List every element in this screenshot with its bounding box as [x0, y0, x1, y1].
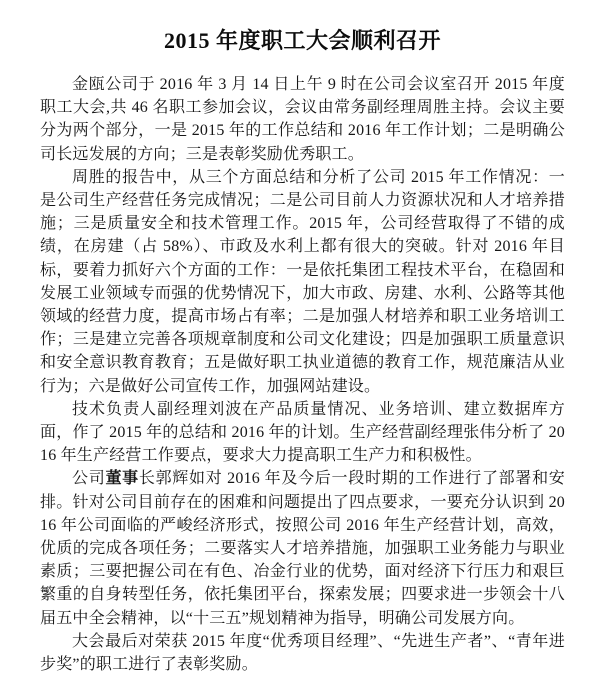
paragraph-chairman-remarks [40, 467, 565, 629]
document-title: 2015 年度职工大会顺利召开 [163, 28, 441, 53]
paragraph-chairman-bold-term: 董事 [105, 470, 139, 488]
paragraph-chairman-prefix: 公司 [72, 470, 106, 488]
paragraph-meeting-overview: 金瓯公司于 2016 年 3 月 14 日上午 9 时在公司会议室召开 2015 年度职工大会,共 46 名职工参加会议，会议由常务副经理周胜主持。会议主要分为两个部分，一是 2015 年的工作总结和 2016 年工作计划；二是明确公司长远发展的方向；三是表彰奖励优秀职工。 [40, 76, 565, 163]
paragraph-chairman-rest: 长郭辉如对 2016 年及今后一段时期的工作进行了部署和安排。针对公司目前存在的困难和问题提出了四点要求，一要充分认识到 2016 年公司面临的严峻经济形式，按照公司 2016 年生产经营计划，高效，优质的完成各项任务；二要落实人才培养措施，加强职工业务能力与职业素质；三要把握公司在有色、冶金行业的优势，面对经济下行压力和艰巨繁重的自身转型任务，依托集团平台，探索发展；四要求进一步领会十八届五中全会精神，以“十三五”规划精神为指导，明确公司发展方向。 [40, 470, 565, 627]
paragraph-zhousheng-report: 周胜的报告中，从三个方面总结和分析了公司 2015 年工作情况：一是公司生产经营任务完成情况；二是公司目前人力资源状况和人才培养措施；三是质量安全和技术管理工作。2015 年，公司经营取得了不错的成绩，在房建（占 58%）、市政及水利上都有很大的突破。针对 2016 年目标，要着力抓好六个方面的工作：一是依托集团工程技术平台，在稳固和发展工业领域专而强的优势情况下，加大市政、房建、水利、公路等其他领域的经营力度，提高市场占有率；二是加强人材培养和职工业务培训工作；三是建立完善各项规章制度和公司文化建设；四是加强职工质量意识和安全意识教育教育；五是做好职工执业道德的教育工作，规范廉洁从业行为；六是做好公司宣传工作，加强网站建设。 [40, 168, 565, 395]
paragraph-awards: 大会最后对荣获 2015 年度“优秀项目经理”、“先进生产者”、“青年进步奖”的职工进行了表彰奖励。 [40, 632, 565, 674]
paragraph-deputy-managers: 技术负责人副经理刘波在产品质量情况、业务培训、建立数据库方面，作了 2015 年的总结和 2016 年的计划。生产经营副经理张伟分析了 2016 年生产经营工作要点，要求大力提高职工生产力和积极性。 [40, 400, 565, 465]
